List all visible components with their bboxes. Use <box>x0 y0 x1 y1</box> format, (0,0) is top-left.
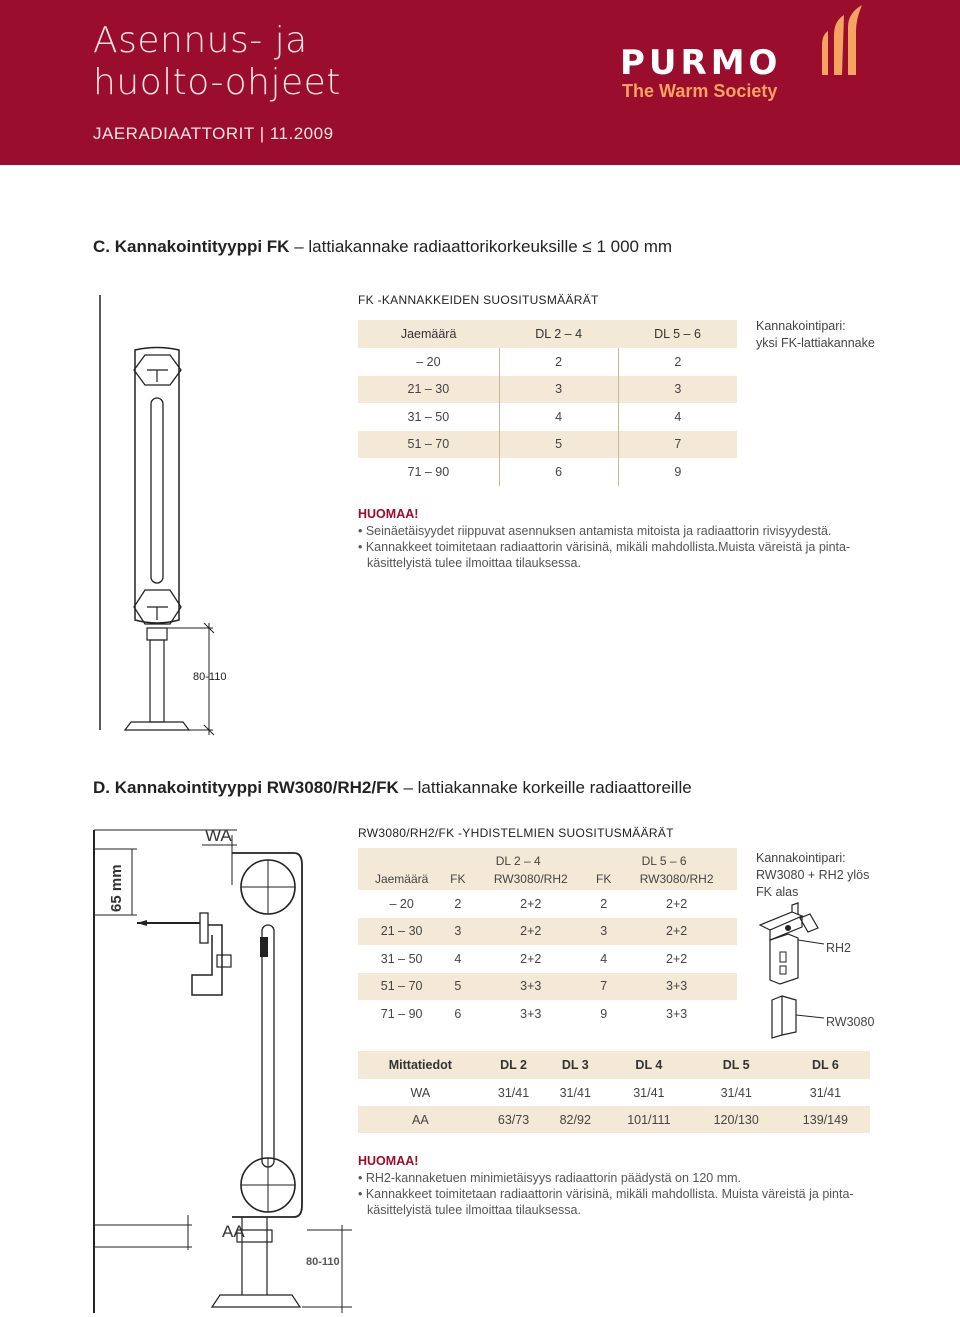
table-cell: 31/41 <box>559 1085 591 1100</box>
section-d-title-lead: D. Kannakointityyppi RW3080/RH2/FK <box>93 778 399 797</box>
section-c-table-title: FK -KANNAKKEIDEN SUOSITUSMÄÄRÄT <box>358 293 599 307</box>
measurements-table <box>358 1051 870 1133</box>
column-header: DL 4 <box>606 1051 692 1079</box>
section-c-side-note <box>756 318 875 352</box>
column-header: DL 2 <box>483 1051 545 1079</box>
side-note-line: FK alas <box>756 885 799 899</box>
column-header: DL 6 <box>781 1051 870 1079</box>
rw3080-recommendation-table <box>358 848 737 1028</box>
side-note-line: Kannakointipari: <box>756 319 846 333</box>
side-note-line: RW3080 + RH2 ylös <box>756 868 870 882</box>
table-cell: 71 – 90 <box>407 464 450 479</box>
table-cell: 2+2 <box>520 951 542 966</box>
purmo-logo <box>620 5 880 105</box>
table-row <box>358 1106 870 1133</box>
aa-dimension-label: AA <box>222 1222 245 1241</box>
table-cell: 21 – 30 <box>358 376 499 404</box>
notes-heading: HUOMAA! <box>358 507 419 521</box>
section-c-title-lead: C. Kannakointityyppi FK <box>93 237 290 256</box>
note-item: • Seinäetäisyydet riippuvat asennuksen antamista mitoista ja radiaattorin rivisyydestä. <box>358 524 832 538</box>
table-cell: 3+3 <box>470 973 591 1001</box>
column-header: FK <box>591 868 616 890</box>
table-cell: 2+2 <box>470 918 591 946</box>
logo-wordmark: PURMO <box>620 43 782 83</box>
table-cell: 2 <box>618 348 737 376</box>
note-item: • Kannakkeet toimitetaan radiaattorin värisinä, mikäli mahdollista. Muista väreistä ja pinta- <box>358 1187 854 1201</box>
table-row <box>358 403 737 431</box>
table-cell: 4 <box>499 403 618 431</box>
fk-dimension-label: 80-110 <box>193 671 227 683</box>
column-header: DL 5 – 6 <box>618 320 737 348</box>
column-group-header: DL 5 – 6 <box>591 848 737 868</box>
table-group-header-row <box>358 848 737 868</box>
table-cell: 139/149 <box>781 1106 870 1133</box>
table-header-row <box>358 320 737 348</box>
table-cell: 120/130 <box>692 1106 781 1133</box>
table-cell: 31/41 <box>633 1085 665 1100</box>
table-cell: – 20 <box>416 354 441 369</box>
table-cell: 31/41 <box>497 1085 530 1100</box>
wa-dimension-label: WA <box>205 826 232 845</box>
column-header: Jaemäärä <box>358 868 445 890</box>
column-header: RW3080/RH2 <box>616 868 737 890</box>
note-item: • RH2-kannaketuen minimietäisyys radiaattorin päädystä on 120 mm. <box>358 1171 742 1185</box>
table-row <box>358 458 737 486</box>
table-row <box>358 431 737 459</box>
note-item-continued: käsittelyistä tulee ilmoittaa tilauksessa. <box>367 556 581 570</box>
table-cell: 3 <box>445 918 470 946</box>
column-header: DL 2 – 4 <box>499 320 618 348</box>
rw3080-label: RW3080 <box>826 1015 875 1029</box>
table-cell: 101/111 <box>606 1106 692 1133</box>
section-d-title <box>93 778 692 798</box>
side-note-line: yksi FK-lattiakannake <box>756 336 875 350</box>
column-header: DL 5 <box>692 1051 781 1079</box>
table-header-row <box>358 1051 870 1079</box>
table-cell: 3+3 <box>616 973 737 1001</box>
table-cell: 51 – 70 <box>358 973 445 1001</box>
section-c-title <box>93 237 672 257</box>
table-cell: 31 – 50 <box>407 409 450 424</box>
table-cell: WA <box>410 1085 431 1100</box>
table-cell: 2+2 <box>616 918 737 946</box>
table-cell: 2+2 <box>520 896 542 911</box>
section-c-title-rest: – lattiakannake radiaattorikorkeuksille ≤ 1 000 mm <box>289 237 673 256</box>
column-header: Jaemäärä <box>358 320 499 348</box>
table-cell: 3+3 <box>520 1006 542 1021</box>
table-cell: 4 <box>454 951 462 966</box>
side-note-line: Kannakointipari: <box>756 851 846 865</box>
table-cell: 3+3 <box>666 1006 688 1021</box>
table-cell: 4 <box>618 403 737 431</box>
note-item-continued: käsittelyistä tulee ilmoittaa tilauksessa. <box>367 1203 581 1217</box>
table-cell: 6 <box>454 1006 462 1021</box>
table-cell: 9 <box>600 1006 608 1021</box>
table-cell: 21 – 30 <box>358 918 445 946</box>
table-cell: 31 – 50 <box>380 951 423 966</box>
table-cell: 7 <box>591 973 616 1001</box>
table-cell: 3 <box>499 376 618 404</box>
table-cell: 31/41 <box>809 1085 842 1100</box>
table-cell: – 20 <box>389 896 414 911</box>
rw-dimension-label: 80-110 <box>306 1256 340 1268</box>
table-cell: 3 <box>618 376 737 404</box>
table-header-row <box>358 868 737 890</box>
table-cell: 6 <box>499 458 618 486</box>
note-item: • Kannakkeet toimitetaan radiaattorin värisinä, mikäli mahdollista.Muista väreistä ja pinta- <box>358 540 851 554</box>
notes-heading: HUOMAA! <box>358 1154 419 1168</box>
table-cell: 31/41 <box>720 1085 752 1100</box>
table-cell: 2 <box>499 348 618 376</box>
column-group-header: DL 2 – 4 <box>445 848 591 868</box>
rh2-label: RH2 <box>826 941 852 955</box>
column-header: Mittatiedot <box>358 1051 483 1079</box>
table-row <box>358 348 737 376</box>
document-subtitle: JAERADIAATTORIT | 11.2009 <box>93 124 334 143</box>
section-d-table-title: RW3080/RH2/FK -YHDISTELMIEN SUOSITUSMÄÄRÄT <box>358 826 674 840</box>
table-cell: 5 <box>499 431 618 459</box>
column-header: DL 3 <box>544 1051 606 1079</box>
logo-tagline: The Warm Society <box>622 81 778 101</box>
column-header: FK <box>445 868 470 890</box>
table-cell: 2+2 <box>666 951 688 966</box>
table-cell: 5 <box>445 973 470 1001</box>
table-cell: 9 <box>618 458 737 486</box>
table-cell: 4 <box>600 951 608 966</box>
table-cell: 7 <box>618 431 737 459</box>
table-cell: 51 – 70 <box>358 431 499 459</box>
table-row <box>358 1000 737 1028</box>
page-header <box>0 0 960 165</box>
table-row <box>358 918 737 946</box>
table-row <box>358 1079 870 1106</box>
section-d-title-rest: – lattiakannake korkeille radiaattoreille <box>398 778 692 797</box>
table-cell: AA <box>358 1106 483 1133</box>
flame-icon <box>816 5 872 77</box>
document-title: Asennus- ja huolto-ohjeet <box>93 20 341 103</box>
table-cell: 71 – 90 <box>380 1006 423 1021</box>
table-cell: 2 <box>600 896 608 911</box>
column-header: RW3080/RH2 <box>470 868 591 890</box>
table-row <box>358 973 737 1001</box>
table-row <box>358 890 737 918</box>
table-row <box>358 376 737 404</box>
table-cell: 2 <box>454 896 462 911</box>
table-cell: 63/73 <box>483 1106 545 1133</box>
table-row <box>358 945 737 973</box>
table-cell: 82/92 <box>544 1106 606 1133</box>
section-d-side-note <box>756 850 869 901</box>
table-cell: 3 <box>591 918 616 946</box>
section-d-notes <box>358 1153 878 1218</box>
wall-distance-label: 65 mm <box>108 864 125 912</box>
table-cell: 2+2 <box>666 896 688 911</box>
fk-recommendation-table <box>358 320 737 486</box>
section-c-notes <box>358 506 878 571</box>
